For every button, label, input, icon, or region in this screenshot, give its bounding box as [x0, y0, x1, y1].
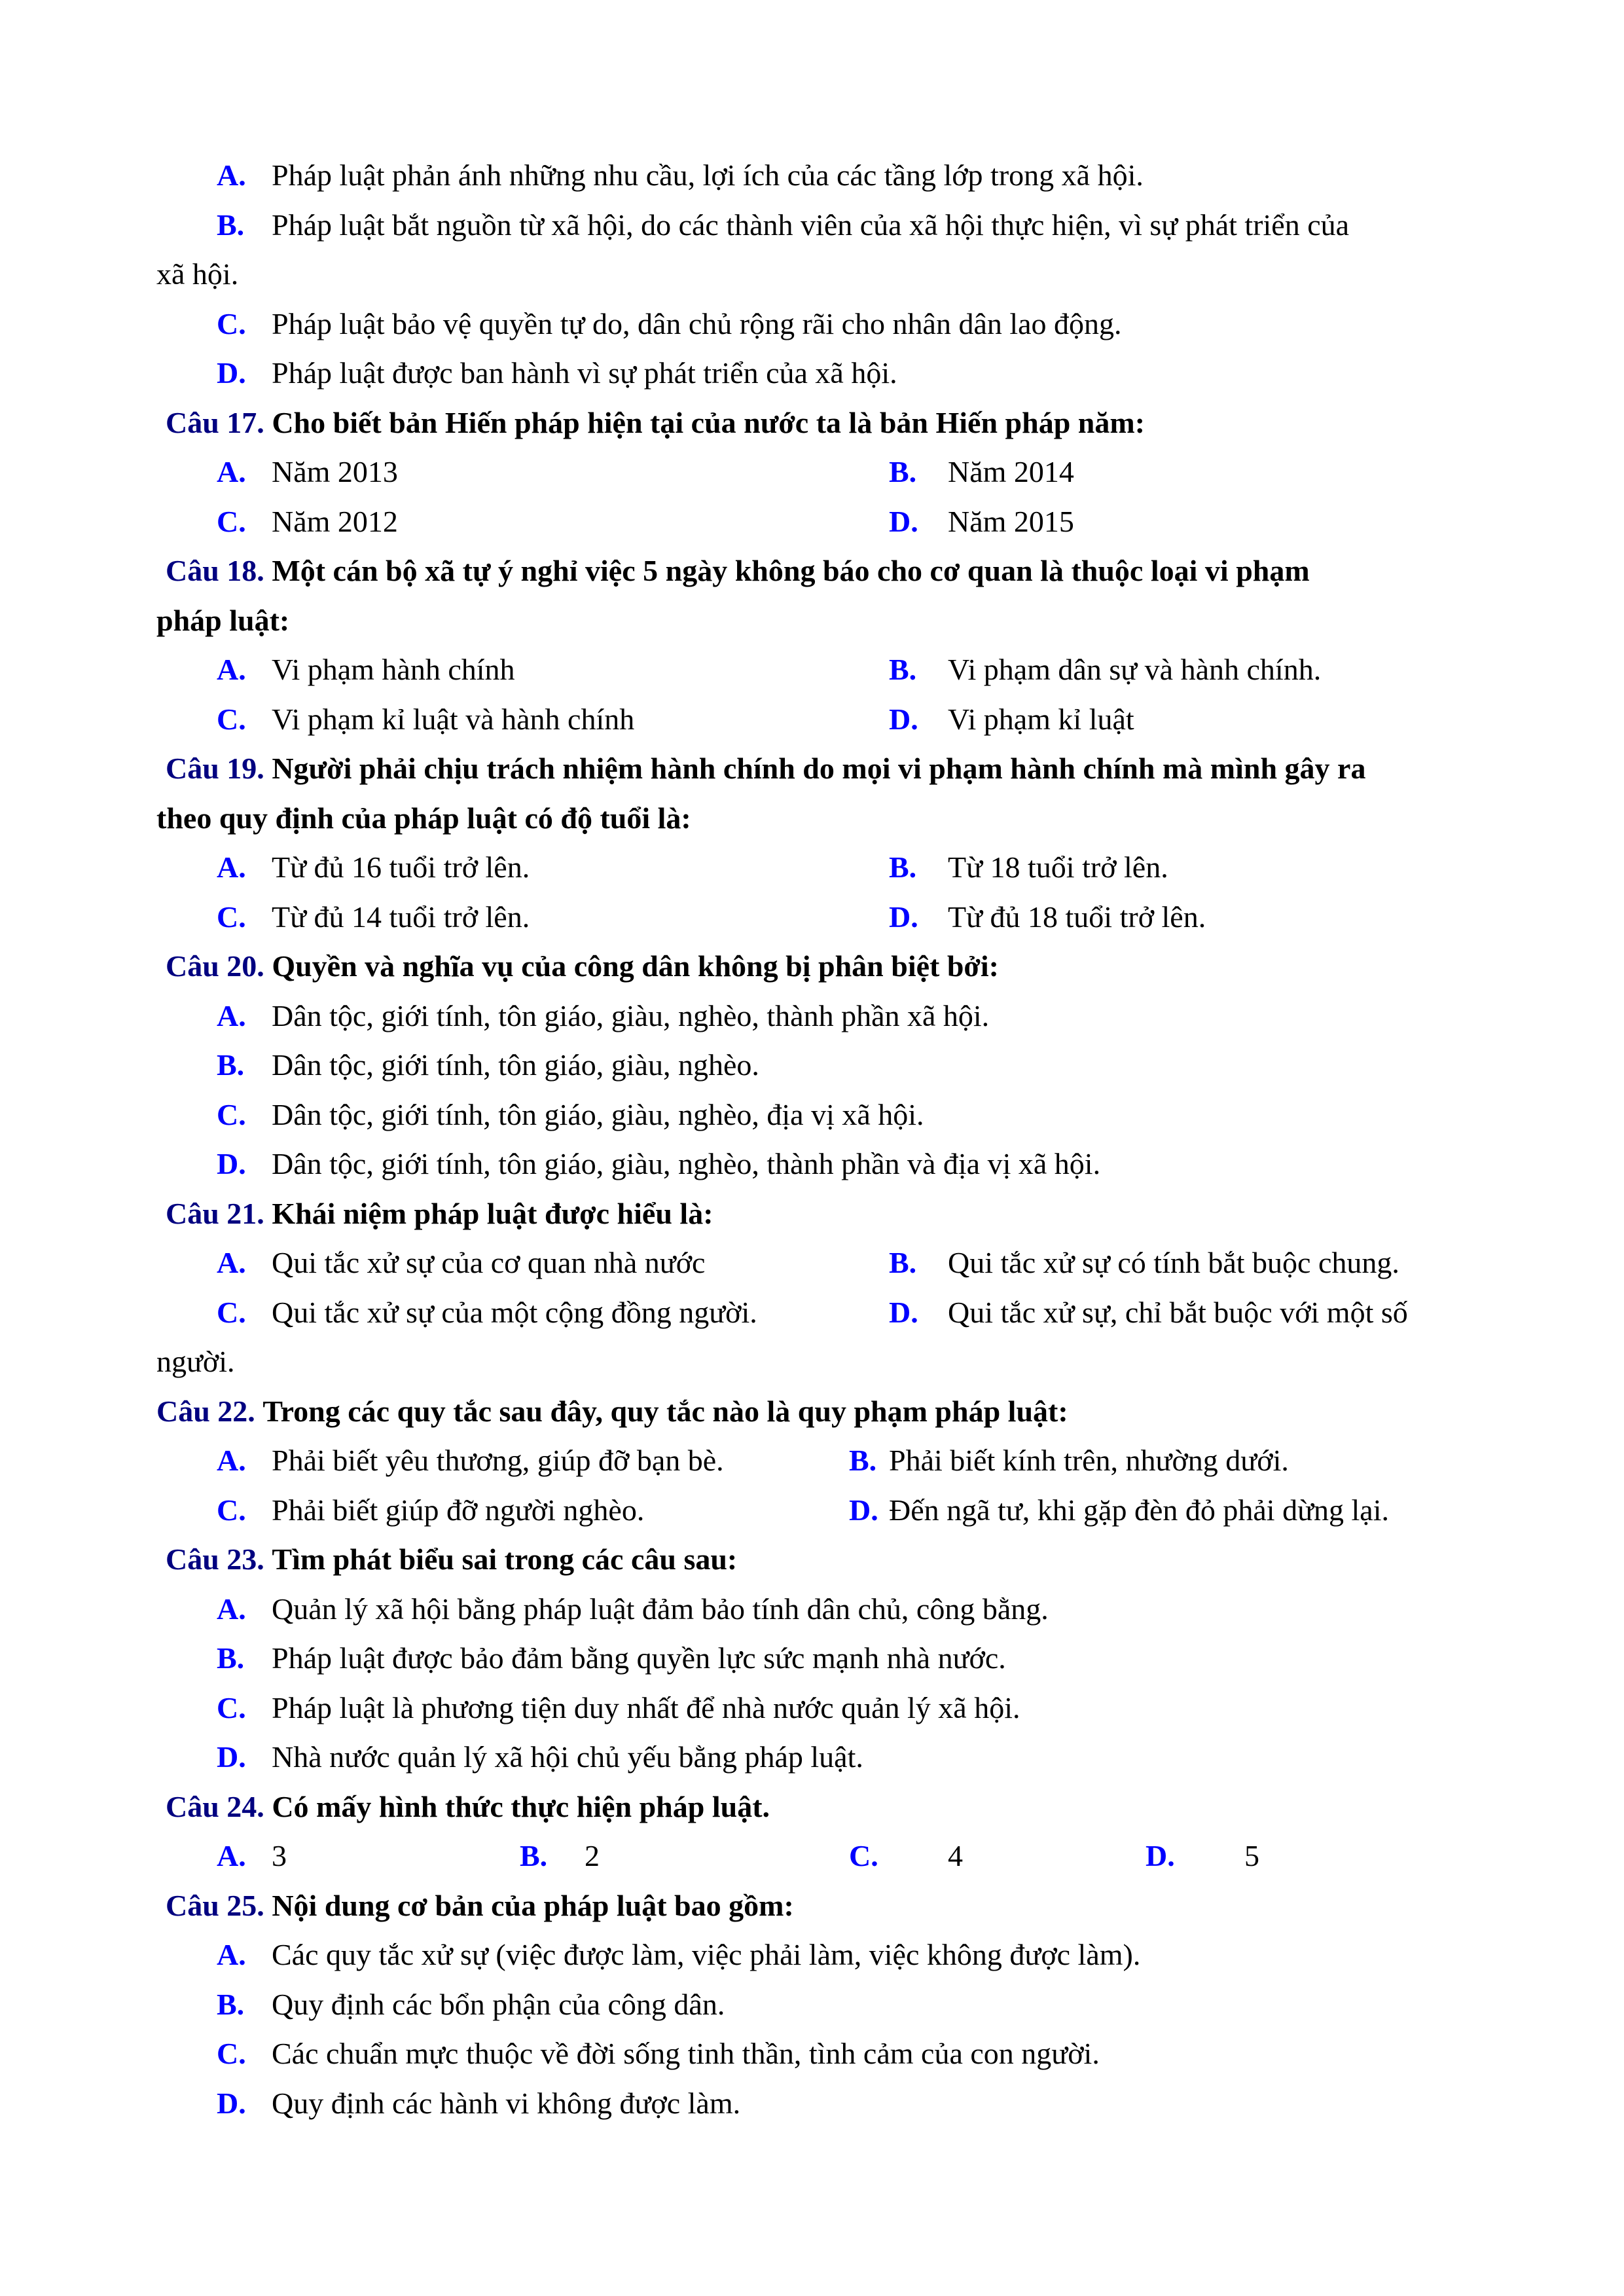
option-letter: C. — [849, 1839, 878, 1872]
question-text-continued: theo quy định của pháp luật có độ tuổi là: — [156, 801, 691, 835]
option-text: Qui tắc xử sự của một cộng đồng người. — [272, 1295, 757, 1329]
text-line — [0, 1732, 1624, 1782]
option-text: Vi phạm kỉ luật và hành chính — [272, 702, 635, 736]
text-line — [0, 843, 1624, 892]
question-18 — [0, 546, 1624, 596]
question-19 — [0, 744, 1624, 793]
question-number: Câu 25. — [166, 1888, 264, 1922]
option-text: Pháp luật được bảo đảm bằng quyền lực sức mạnh nhà nước. — [272, 1641, 1006, 1675]
question-text: Cho biết bản Hiến pháp hiện tại của nước ta là bản Hiến pháp năm: — [272, 405, 1146, 439]
question-text: Có mấy hình thức thực hiện pháp luật. — [272, 1789, 770, 1823]
question-text-continued: pháp luật: — [156, 603, 290, 637]
text-line — [0, 2079, 1624, 2128]
option-letter: A. — [217, 455, 246, 488]
option-text: Vi phạm hành chính — [272, 653, 515, 686]
question-text: Một cán bộ xã tự ý nghỉ việc 5 ngày không báo cho cơ quan là thuộc loại vi phạm — [272, 554, 1310, 587]
option-text: Vi phạm dân sự và hành chính. — [948, 653, 1322, 686]
option-letter: D. — [217, 1740, 246, 1774]
text-line — [0, 1980, 1624, 2030]
option-letter: C. — [217, 1690, 246, 1724]
text-line — [0, 1683, 1624, 1733]
option-text: Pháp luật là phương tiện duy nhất để nhà nước quản lý xã hội. — [272, 1690, 1020, 1724]
option-letter: D. — [217, 356, 246, 390]
text-line — [0, 497, 1624, 547]
option-text: Pháp luật phản ánh những nhu cầu, lợi ích của các tầng lớp trong xã hội. — [272, 158, 1144, 192]
option-letter: B. — [889, 455, 917, 488]
option-letter: D. — [1146, 1839, 1175, 1872]
option-text: Các chuẩn mực thuộc về đời sống tinh thần, tình cảm của con người. — [272, 2037, 1100, 2070]
question-number: Câu 18. — [166, 554, 264, 587]
option-text: Quy định các bổn phận của công dân. — [272, 1987, 725, 2021]
text-line — [0, 447, 1624, 497]
option-letter: B. — [889, 1246, 917, 1279]
text-line — [0, 249, 1624, 299]
option-text: 5 — [1244, 1839, 1259, 1872]
option-text: Phải biết kính trên, nhường dưới. — [889, 1444, 1289, 1477]
text-line — [0, 1584, 1624, 1634]
text-line — [0, 892, 1624, 942]
text-line — [0, 1288, 1624, 1338]
option-letter: B. — [849, 1444, 877, 1477]
question-text: Tìm phát biểu sai trong các câu sau: — [272, 1542, 738, 1576]
option-text: Dân tộc, giới tính, tôn giáo, giàu, nghèo, thành phần và địa vị xã hội. — [272, 1147, 1101, 1180]
option-text: Qui tắc xử sự của cơ quan nhà nước — [272, 1246, 706, 1279]
option-letter: D. — [889, 702, 918, 736]
question-24 — [0, 1782, 1624, 1832]
option-text: Năm 2014 — [948, 455, 1074, 488]
text-line — [0, 1633, 1624, 1683]
question-number: Câu 24. — [166, 1789, 264, 1823]
option-text: Vi phạm kỉ luật — [948, 702, 1134, 736]
question-text: Khái niệm pháp luật được hiểu là: — [272, 1196, 713, 1230]
option-text: Năm 2012 — [272, 504, 398, 538]
option-text: Dân tộc, giới tính, tôn giáo, giàu, nghèo. — [272, 1048, 759, 1082]
option-letter: B. — [889, 653, 917, 686]
question-17 — [0, 398, 1624, 448]
option-text: 2 — [585, 1839, 600, 1872]
option-letter: A. — [217, 850, 246, 884]
option-text: Quản lý xã hội bằng pháp luật đảm bảo tính dân chủ, công bằng. — [272, 1592, 1049, 1626]
option-text: Nhà nước quản lý xã hội chủ yếu bằng pháp luật. — [272, 1740, 863, 1774]
option-text: Dân tộc, giới tính, tôn giáo, giàu, nghèo, thành phần xã hội. — [272, 998, 990, 1032]
question-number: Câu 19. — [166, 752, 264, 785]
option-letter: D. — [849, 1493, 878, 1527]
option-letter: D. — [889, 900, 918, 934]
option-text: Phải biết yêu thương, giúp đỡ bạn bè. — [272, 1444, 724, 1477]
question-number: Câu 23. — [166, 1542, 264, 1576]
option-letter: B. — [217, 1987, 245, 2021]
option-letter: A. — [217, 998, 246, 1032]
question-23 — [0, 1535, 1624, 1584]
text-line — [0, 1337, 1624, 1387]
option-text: Quy định các hành vi không được làm. — [272, 2086, 741, 2120]
option-letter: B. — [520, 1839, 548, 1872]
option-letter: B. — [217, 1641, 245, 1675]
option-text: Dân tộc, giới tính, tôn giáo, giàu, nghèo, địa vị xã hội. — [272, 1097, 924, 1131]
question-22 — [0, 1387, 1624, 1436]
option-letter: C. — [217, 900, 246, 934]
text-line — [0, 2029, 1624, 2079]
option-text: Năm 2015 — [948, 504, 1074, 538]
option-letter: C. — [217, 702, 246, 736]
option-text: Qui tắc xử sự, chỉ bắt buộc với một số — [948, 1295, 1408, 1329]
question-20 — [0, 941, 1624, 991]
option-text: Các quy tắc xử sự (việc được làm, việc phải làm, việc không được làm). — [272, 1938, 1141, 1971]
text-line — [0, 695, 1624, 744]
option-text: Qui tắc xử sự có tính bắt buộc chung. — [948, 1246, 1399, 1279]
question-21 — [0, 1189, 1624, 1239]
option-text: Phải biết giúp đỡ người nghèo. — [272, 1493, 645, 1527]
option-letter: A. — [217, 1444, 246, 1477]
option-text: Đến ngã tư, khi gặp đèn đỏ phải dừng lại. — [889, 1493, 1389, 1527]
question-text: Nội dung cơ bản của pháp luật bao gồm: — [272, 1888, 794, 1922]
exam-page — [0, 151, 1624, 2128]
option-letter: C. — [217, 1295, 246, 1329]
option-letter: D. — [217, 2086, 246, 2120]
text-line — [0, 1831, 1624, 1881]
text-line — [0, 991, 1624, 1041]
text-line — [0, 1139, 1624, 1189]
text-line — [0, 596, 1624, 646]
option-letter: C. — [217, 306, 246, 340]
option-text: 4 — [948, 1839, 963, 1872]
question-number: Câu 17. — [166, 405, 264, 439]
text-line — [0, 793, 1624, 843]
option-text: Từ đủ 18 tuổi trở lên. — [948, 900, 1206, 934]
option-text: Pháp luật bắt nguồn từ xã hội, do các thành viên của xã hội thực hiện, vì sự phát triển của — [272, 208, 1350, 242]
question-text: Trong các quy tắc sau đây, quy tắc nào là quy phạm pháp luật: — [262, 1394, 1068, 1428]
option-text: Pháp luật được ban hành vì sự phát triển của xã hội. — [272, 356, 897, 390]
option-letter: B. — [217, 1048, 245, 1082]
option-row — [0, 151, 1624, 200]
question-text: Người phải chịu trách nhiệm hành chính do mọi vi phạm hành chính mà mình gây ra — [272, 752, 1366, 785]
option-text: 3 — [272, 1839, 287, 1872]
option-text: Từ 18 tuổi trở lên. — [948, 850, 1168, 884]
question-text: Quyền và nghĩa vụ của công dân không bị phân biệt bởi: — [272, 949, 999, 983]
option-row — [0, 200, 1624, 250]
option-text: Từ đủ 14 tuổi trở lên. — [272, 900, 530, 934]
option-letter: D. — [889, 1295, 918, 1329]
option-letter: C. — [217, 1097, 246, 1131]
option-text-continued: xã hội. — [156, 257, 239, 291]
question-number: Câu 22. — [156, 1394, 255, 1428]
option-letter: D. — [217, 1147, 246, 1180]
text-line — [0, 1485, 1624, 1535]
option-letter: A. — [217, 1246, 246, 1279]
option-letter: B. — [889, 850, 917, 884]
option-letter: D. — [889, 504, 918, 538]
option-letter: C. — [217, 1493, 246, 1527]
option-letter: A. — [217, 1839, 246, 1872]
question-number: Câu 20. — [166, 949, 264, 983]
text-line — [0, 1238, 1624, 1288]
option-letter: A. — [217, 653, 246, 686]
question-number: Câu 21. — [166, 1196, 264, 1230]
text-line — [0, 1930, 1624, 1980]
option-letter: A. — [217, 1938, 246, 1971]
text-line — [0, 1090, 1624, 1140]
option-text-continued: người. — [156, 1345, 235, 1378]
option-text: Từ đủ 16 tuổi trở lên. — [272, 850, 530, 884]
question-25 — [0, 1881, 1624, 1931]
option-letter: A. — [217, 1592, 246, 1626]
text-line — [0, 1040, 1624, 1090]
text-line — [0, 1436, 1624, 1485]
option-text: Năm 2013 — [272, 455, 398, 488]
text-line — [0, 645, 1624, 695]
option-row — [0, 348, 1624, 398]
option-letter: C. — [217, 504, 246, 538]
option-row — [0, 299, 1624, 349]
option-letter: A. — [217, 158, 246, 192]
option-text: Pháp luật bảo vệ quyền tự do, dân chủ rộng rãi cho nhân dân lao động. — [272, 306, 1122, 340]
option-letter: B. — [217, 208, 245, 242]
option-letter: C. — [217, 2037, 246, 2070]
